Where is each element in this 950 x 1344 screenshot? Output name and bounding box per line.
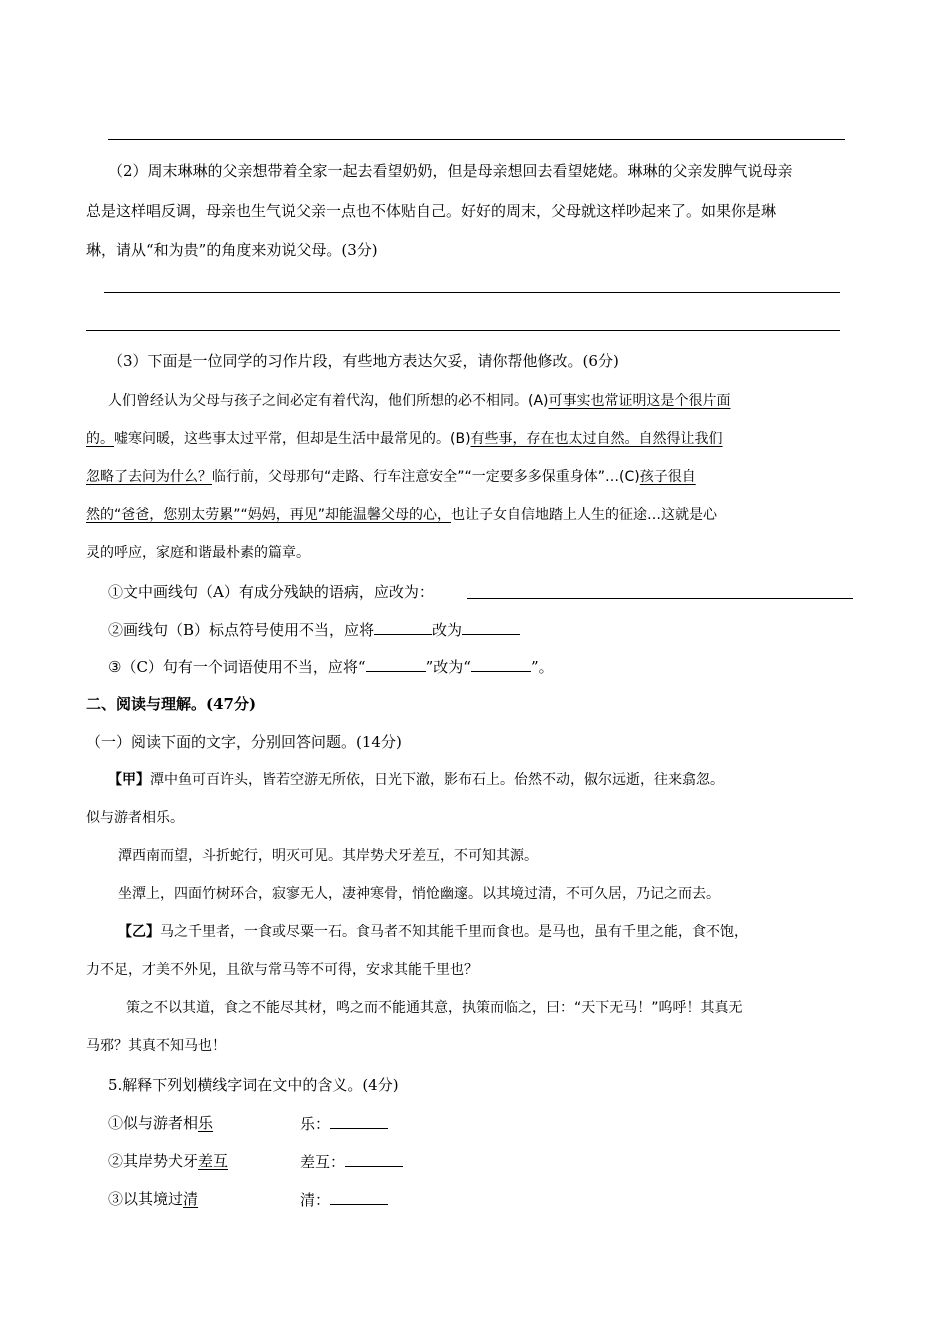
yi-line-4: 马邪？其真不知马也！ (86, 1038, 226, 1054)
q5-item-3-word: 清 (183, 1190, 199, 1208)
jia-line-2: 似与游者相乐。 (86, 810, 184, 826)
q3-paragraph-line-5: 灵的呼应，家庭和谐最朴素的篇章。 (86, 545, 310, 561)
q3-paragraph-line-2 (86, 429, 723, 449)
q3-sub-3-blank-1[interactable] (366, 656, 426, 672)
q5-item-2-label: 差互： (300, 1153, 346, 1171)
q2-line-3: 琳，请从“和为贵”的角度来劝说父母。(3分) (86, 241, 378, 259)
q2-line-1: （2）周末琳琳的父亲想带着全家一起去看望奶奶，但是母亲想回去看望姥姥。琳琳的父亲发脾气说母亲 (108, 162, 793, 180)
q2-line-2: 总是这样唱反调，母亲也生气说父亲一点也不体贴自己。好好的周末，父母就这样吵起来了。如果你是琳 (86, 202, 777, 220)
q3-sentence-c-end: 然的“爸爸，您别太劳累”“妈妈，再见”却能温馨父母的心， (86, 507, 452, 523)
q3-sub-3-text-b: ”改为“ (425, 658, 471, 676)
q3-title: （3）下面是一位同学的习作片段，有些地方表达欠妥，请你帮他修改。(6分) (108, 352, 619, 370)
yi-line-2: 力不足，才美不外见，且欲与常马等不可得，安求其能千里也？ (86, 962, 478, 978)
q5-item-3-blank[interactable] (330, 1189, 388, 1205)
section-2-title: 二、阅读与理解。(47分) (86, 695, 257, 713)
q5-item-2 (108, 1151, 228, 1171)
jia-tag: 【甲】 (108, 772, 150, 788)
q3-sentence-c: 孩子很自 (639, 469, 696, 485)
q3-sub-1-text: ①文中画线句（A）有成分残缺的语病，应改为： (108, 583, 434, 601)
q3-sub-2-text-b: 改为 (432, 621, 463, 639)
q3-sub-3-text-c: ”。 (530, 658, 554, 676)
q3-p4-text: 也让子女自信地踏上人生的征途…这就是心 (451, 507, 718, 523)
jia-line-3: 潭西南而望，斗折蛇行，明灭可见。其岸势犬牙差互，不可知其源。 (118, 848, 538, 864)
q5-item-3-answer (300, 1189, 388, 1210)
q3-p3-text: 临行前，父母那句“走路、行车注意安全”“一定要多多保重身体”…(C) (212, 469, 640, 485)
q5-item-2-pre: ②其岸势犬牙 (108, 1152, 199, 1170)
jia-line-1 (108, 770, 724, 790)
q3-paragraph-line-1 (108, 391, 731, 411)
q5-item-2-word: 差互 (198, 1152, 229, 1170)
q5-item-1-label: 乐： (300, 1115, 331, 1133)
q5-title: 5.解释下列划横线字词在文中的含义。(4分) (108, 1076, 399, 1094)
q3-sentence-a: 可事实也常证明这是个很片面 (548, 393, 731, 409)
q5-item-1-word: 乐 (198, 1114, 214, 1132)
jia-line-1-text: 潭中鱼可百许头，皆若空游无所依，日光下澈，影布石上。佁然不动，俶尔远逝，往来翕忽。 (150, 772, 724, 788)
q3-sentence-b: 有些事，存在也太过自然。自然得让我们 (470, 431, 723, 447)
q5-item-1-blank[interactable] (330, 1113, 388, 1129)
q3-p2-text: 嘘寒问暖，这些事太过平常，但却是生活中最常见的。(B) (114, 431, 471, 447)
yi-line-1-text: 马之千里者，一食或尽粟一石。食马者不知其能千里而食也。是马也，虽有千里之能，食不饱， (160, 924, 748, 940)
q3-sub-2-blank-1[interactable] (374, 619, 432, 635)
q5-item-1-answer (300, 1113, 388, 1134)
q5-item-1 (108, 1113, 213, 1133)
q3-sub-1 (108, 582, 434, 602)
q3-sentence-b-end: 忽略了去问为什么？ (86, 469, 212, 485)
q3-paragraph-line-3 (86, 467, 696, 487)
q5-item-3-label: 清： (300, 1191, 331, 1209)
q3-sub-3 (108, 656, 554, 677)
jia-line-4: 坐潭上，四面竹树环合，寂寥无人，凄神寒骨，悄怆幽邃。以其境过清，不可久居，乃记之而去。 (118, 886, 720, 902)
q2-answer-line-2 (86, 330, 840, 331)
q5-item-3 (108, 1189, 198, 1209)
q3-sub-2 (108, 619, 520, 640)
q3-sub-3-blank-2[interactable] (471, 656, 531, 672)
q3-sub-2-blank-2[interactable] (462, 619, 520, 635)
q2-answer-line-1 (104, 292, 840, 293)
q3-paragraph-line-4 (86, 505, 717, 525)
yi-tag: 【乙】 (118, 924, 160, 940)
q3-sub-3-text-a: ③（C）句有一个词语使用不当，应将“ (108, 658, 366, 676)
q3-sub-2-text-a: ②画线句（B）标点符号使用不当，应将 (108, 621, 375, 639)
answer-line-top (108, 139, 845, 140)
q3-p1-text: 人们曾经认为父母与孩子之间必定有着代沟，他们所想的必不相同。(A) (108, 393, 549, 409)
q5-item-3-pre: ③以其境过 (108, 1190, 184, 1208)
q3-sub-1-answer-line[interactable] (467, 598, 853, 599)
yi-line-1 (118, 922, 748, 942)
yi-line-3: 策之不以其道，食之不能尽其材，鸣之而不能通其意，执策而临之，曰：“天下无马！”呜呼！其真无 (126, 1000, 743, 1016)
section-2-part-1: （一）阅读下面的文字，分别回答问题。(14分) (86, 733, 402, 751)
q5-item-2-blank[interactable] (345, 1151, 403, 1167)
q3-sentence-a-end: 的。 (86, 431, 114, 447)
q5-item-1-pre: ①似与游者相 (108, 1114, 199, 1132)
q5-item-2-answer (300, 1151, 403, 1172)
